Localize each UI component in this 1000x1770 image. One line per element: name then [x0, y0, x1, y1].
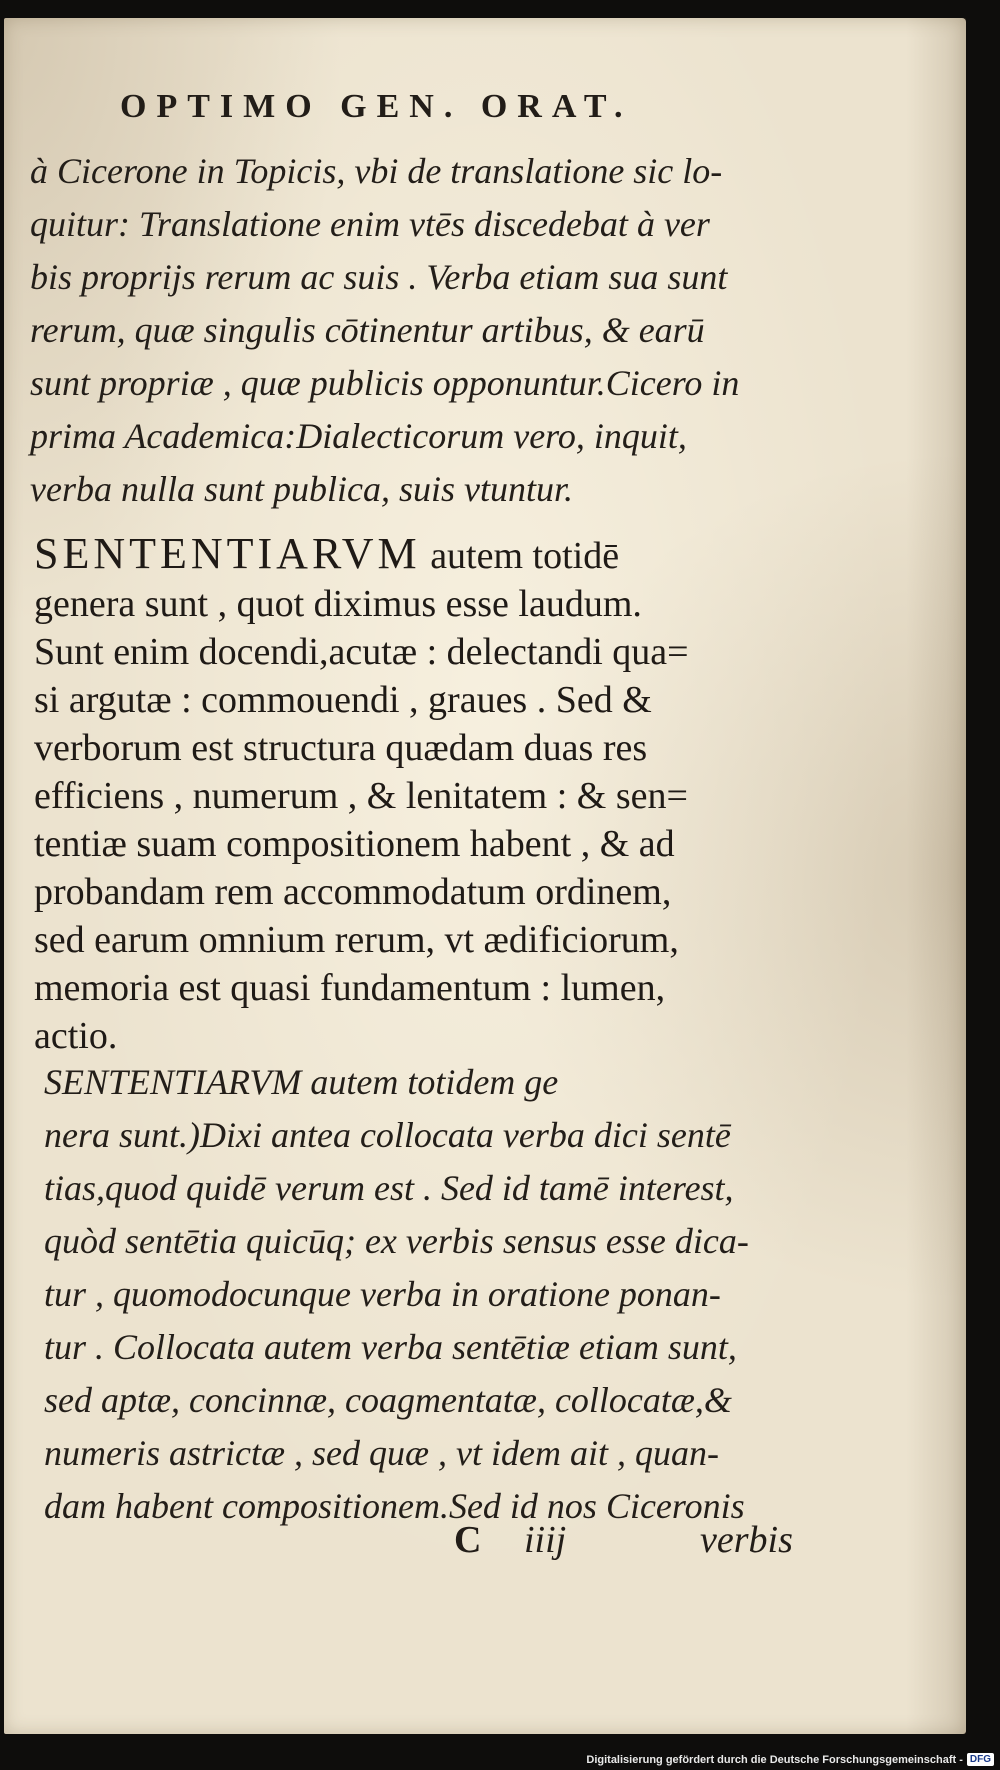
- text-line: quitur: Translatione enim vtēs discedebat à ver: [30, 204, 710, 244]
- text-line: verborum est structura quædam duas res: [34, 727, 648, 769]
- text-line: efficiens , numerum , & lenitatem : & sen=: [34, 775, 688, 817]
- book-page: [4, 18, 966, 1734]
- text-line-first: [34, 530, 689, 580]
- text-line: bis proprijs rerum ac suis . Verba etiam sua sunt: [30, 257, 728, 297]
- catchword: verbis: [700, 1519, 793, 1561]
- paragraph-lead-word: SENTENTIARVM: [34, 529, 421, 578]
- text-line: sunt propriæ , quæ publicis opponuntur.Cicero in: [30, 363, 740, 403]
- text-line: tias,quod quidē verum est . Sed id tamē interest,: [44, 1168, 734, 1208]
- text-line: verba nulla sunt publica, suis vtuntur.: [30, 469, 573, 509]
- text-line: nera sunt.)Dixi antea collocata verba dici sentē: [44, 1115, 731, 1155]
- signature-letter: C: [454, 1519, 482, 1561]
- text-line: tur , quomodocunque verba in oratione ponan-: [44, 1274, 721, 1314]
- text-line: quòd sentētia quicūq; ex verbis sensus esse dica-: [44, 1221, 749, 1261]
- text-line: rerum, quæ singulis cōtinentur artibus, & earū: [30, 310, 705, 350]
- digitization-footer: [586, 1753, 994, 1766]
- text-line: sed earum omnium rerum, vt ædificiorum,: [34, 919, 679, 961]
- text-line: numeris astrictæ , sed quæ , vt idem ait , quan-: [44, 1433, 719, 1473]
- text-line: Sunt enim docendi,acutæ : delectandi qua=: [34, 631, 689, 673]
- commentary-paragraph-2: [44, 1056, 749, 1533]
- text-line: genera sunt , quot diximus esse laudum.: [34, 583, 642, 625]
- text-line: tentiæ suam compositionem habent , & ad: [34, 823, 675, 865]
- text-line: prima Academica:Dialecticorum vero, inquit,: [30, 416, 687, 456]
- text-line: tur . Collocata autem verba sentētiæ etiam sunt,: [44, 1327, 737, 1367]
- commentary-paragraph-1: [30, 145, 739, 516]
- text-line: sed aptæ, concinnæ, coagmentatæ, collocatæ,&: [44, 1380, 732, 1420]
- text-line: memoria est quasi fundamentum : lumen,: [34, 967, 666, 1009]
- text-line-rest: autem totidē: [420, 535, 620, 577]
- footer-credit: Digitalisierung gefördert durch die Deutsche Forschungsgemeinschaft -: [586, 1753, 963, 1766]
- text-line: SENTENTIARVM autem totidem ge: [44, 1062, 559, 1102]
- dfg-logo-icon: DFG: [967, 1753, 994, 1766]
- running-title: OPTIMO GEN. ORAT.: [120, 88, 633, 125]
- main-text-paragraph: [34, 530, 689, 1060]
- text-line: si argutæ : commouendi , graues . Sed &: [34, 679, 652, 721]
- signature-line: [4, 1518, 966, 1578]
- text-line: dam habent compositionem.Sed id nos Ciceronis: [44, 1486, 745, 1526]
- text-line: actio.: [34, 1015, 118, 1057]
- text-line: à Cicerone in Topicis, vbi de translatione sic lo-: [30, 151, 723, 191]
- page-edge-shadow: [906, 18, 966, 1734]
- signature-number: iiij: [524, 1519, 567, 1561]
- text-line: probandam rem accommodatum ordinem,: [34, 871, 672, 913]
